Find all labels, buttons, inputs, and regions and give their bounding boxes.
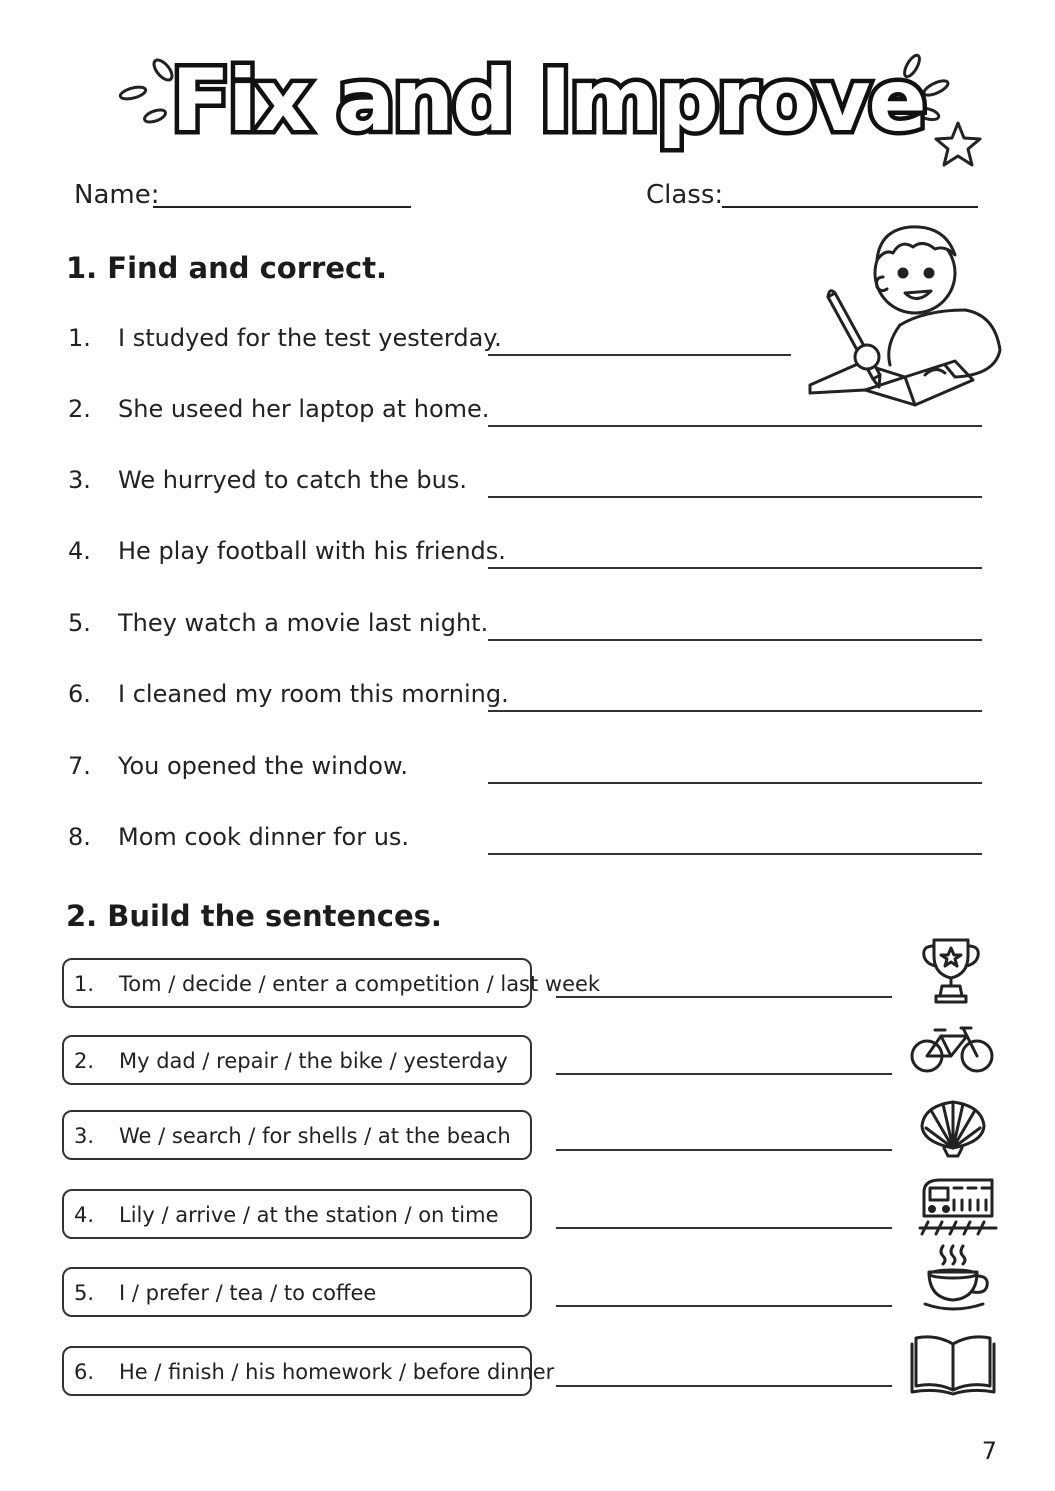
- page-title: [0, 18, 1055, 168]
- item-number: 1.: [68, 324, 91, 352]
- prompt-words: Lily / arrive / at the station / on time: [119, 1203, 499, 1227]
- item-number: 4.: [74, 1203, 95, 1227]
- sentence-prompt-box: [62, 1110, 532, 1160]
- name-field[interactable]: [153, 206, 411, 208]
- answer-line[interactable]: [488, 782, 982, 784]
- item-number: 3.: [68, 466, 91, 494]
- answer-line[interactable]: [488, 710, 982, 712]
- item-number: 2.: [74, 1049, 95, 1073]
- sentence-prompt-box: [62, 1189, 532, 1239]
- title-decoration: [0, 18, 1055, 168]
- name-label: Name:: [74, 180, 160, 210]
- boy-writing-illustration: [805, 215, 1005, 415]
- item-sentence: He play football with his friends.: [118, 537, 506, 565]
- item-sentence: They watch a movie last night.: [118, 609, 489, 637]
- answer-line[interactable]: [556, 996, 892, 998]
- item-number: 5.: [74, 1281, 95, 1305]
- prompt-words: I / prefer / tea / to coffee: [119, 1281, 377, 1305]
- page-number: 7: [981, 1437, 997, 1465]
- section-heading-build-sentences: 2. Build the sentences.: [66, 899, 442, 933]
- open-book-icon: [908, 1332, 998, 1396]
- item-number: 7.: [68, 752, 91, 780]
- item-number: 3.: [74, 1124, 95, 1148]
- item-number: 4.: [68, 537, 91, 565]
- answer-line[interactable]: [488, 425, 982, 427]
- sentence-prompt-box: [62, 1267, 532, 1317]
- answer-line[interactable]: [488, 496, 982, 498]
- item-number: 8.: [68, 823, 91, 851]
- sentence-prompt-box: [62, 1035, 532, 1085]
- class-field[interactable]: [722, 206, 978, 208]
- shell-icon: [918, 1098, 988, 1158]
- prompt-words: My dad / repair / the bike / yesterday: [119, 1049, 508, 1073]
- trophy-icon: [916, 934, 986, 1006]
- item-sentence: I cleaned my room this morning.: [118, 680, 509, 708]
- class-label: Class:: [646, 180, 724, 210]
- tea-cup-icon: [921, 1244, 993, 1314]
- item-sentence: I studyed for the test yesterday.: [118, 324, 502, 352]
- item-sentence: She useed her laptop at home.: [118, 395, 490, 423]
- item-number: 1.: [74, 972, 95, 996]
- bicycle-icon: [909, 1022, 995, 1074]
- answer-line[interactable]: [556, 1385, 892, 1387]
- answer-line[interactable]: [556, 1149, 892, 1151]
- prompt-words: He / finish / his homework / before dinner: [119, 1360, 555, 1384]
- answer-line[interactable]: [556, 1073, 892, 1075]
- answer-line[interactable]: [488, 853, 982, 855]
- svg-text:Fix and Improve: Fix and Improve: [171, 51, 925, 151]
- item-number: 5.: [68, 609, 91, 637]
- answer-line[interactable]: [488, 639, 982, 641]
- item-number: 6.: [68, 680, 91, 708]
- sentence-prompt-box: [62, 1346, 555, 1396]
- item-sentence: We hurryed to catch the bus.: [118, 466, 467, 494]
- item-sentence: Mom cook dinner for us.: [118, 823, 410, 851]
- answer-line[interactable]: [488, 354, 791, 356]
- answer-line[interactable]: [556, 1227, 892, 1229]
- item-sentence: You opened the window.: [118, 752, 409, 780]
- item-number: 6.: [74, 1360, 95, 1384]
- prompt-words: Tom / decide / enter a competition / last week: [119, 972, 601, 996]
- item-number: 2.: [68, 395, 91, 423]
- answer-line[interactable]: [488, 567, 982, 569]
- prompt-words: We / search / for shells / at the beach: [119, 1124, 511, 1148]
- section-heading-find-and-correct: 1. Find and correct.: [66, 251, 388, 285]
- train-icon: [918, 1176, 998, 1236]
- answer-line[interactable]: [556, 1305, 892, 1307]
- sentence-prompt-box: [62, 958, 601, 1008]
